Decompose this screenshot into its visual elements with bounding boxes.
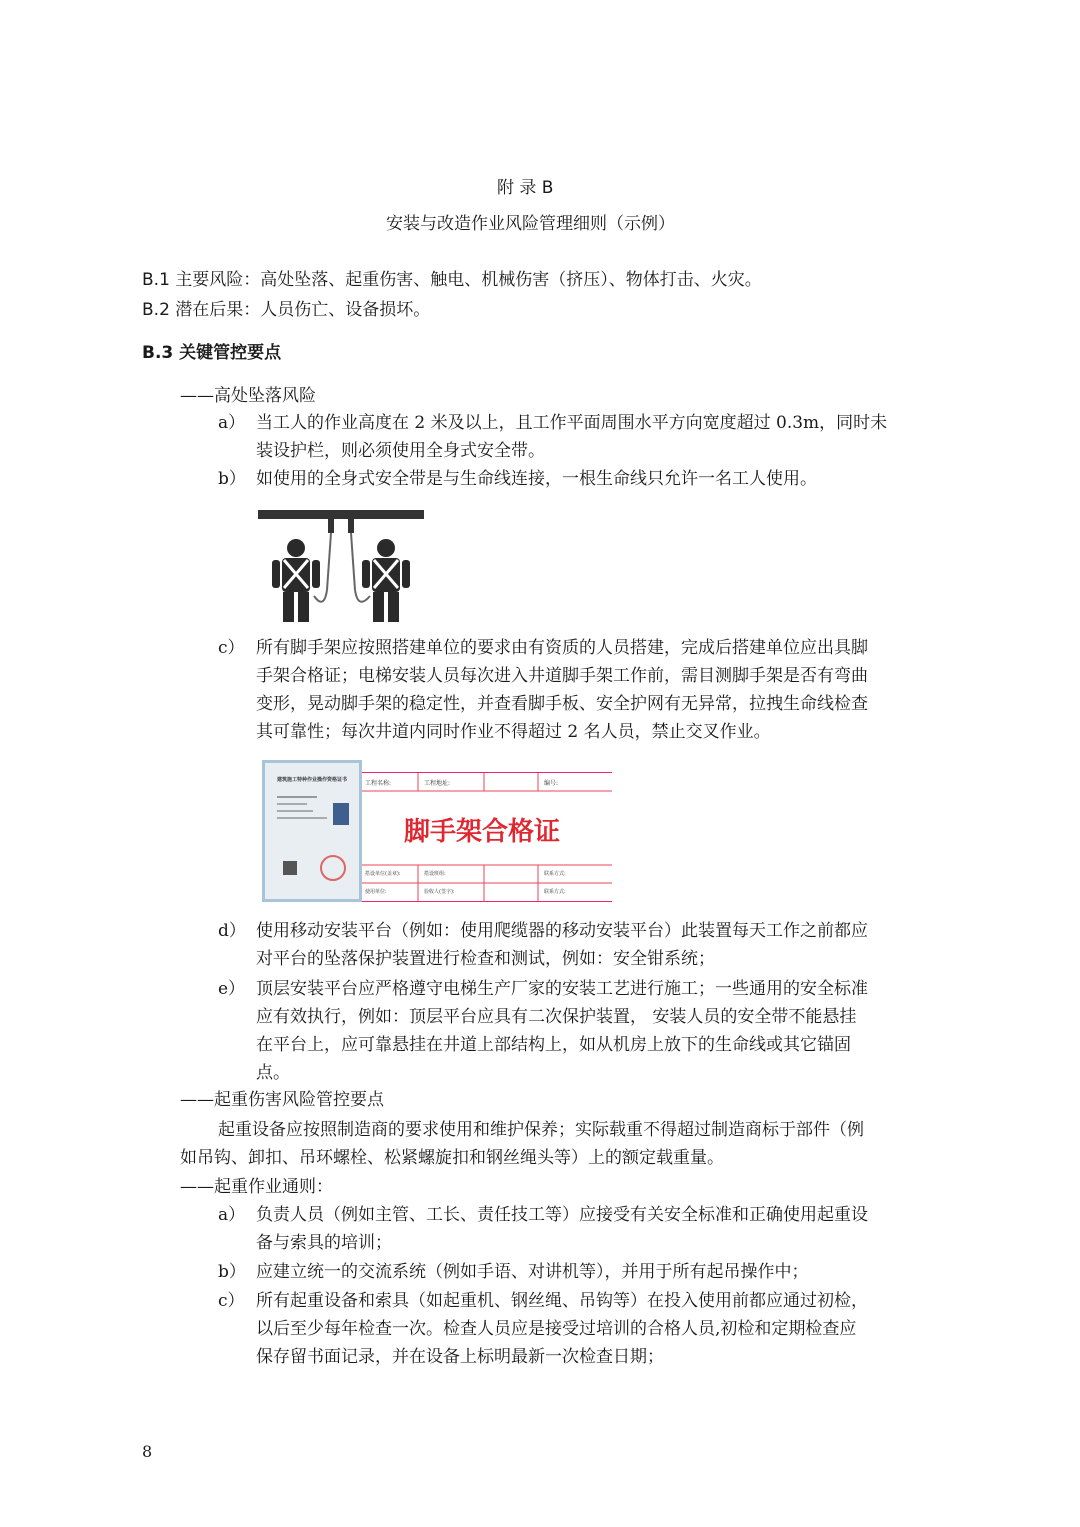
cert-field-label: 搭设单位(盖章): [365, 871, 401, 877]
list-item-fall-c [218, 634, 868, 662]
page-number: 8 [142, 1442, 153, 1461]
item-text: 如使用的全身式安全带是与生命线连接，一根生命线只允许一名工人使用。 [256, 469, 817, 489]
lifting-risk-heading: ——起重伤害风险管控要点 [180, 1090, 384, 1110]
worker-icon [362, 539, 410, 622]
list-item-fall-e [218, 975, 868, 1003]
card-title: 建筑施工特种作业操作资格证书 [276, 777, 347, 783]
section-number: B.1 [142, 270, 170, 290]
section-text: 主要风险：高处坠落、起重伤害、触电、机械伤害（挤压）、物体打击、火灾。 [175, 270, 762, 290]
safety-harness-image [258, 510, 424, 622]
item-marker: b） [218, 469, 246, 489]
list-item-fall-d [218, 917, 868, 945]
appendix-subtitle: 安装与改造作业风险管理细则（示例） [386, 214, 675, 234]
list-item-fall-a [218, 409, 887, 437]
section-number: B.3 [142, 343, 174, 363]
item-marker: a） [218, 413, 246, 433]
section-b2 [142, 296, 430, 324]
section-number: B.2 [142, 300, 170, 320]
item-text: 顶层安装平台应严格遵守电梯生产厂家的安装工艺进行施工；一些通用的安全标准 [256, 979, 868, 999]
section-b1 [142, 266, 762, 294]
list-item-fall-a-cont: 装设护栏，则必须使用全身式安全带。 [256, 441, 545, 461]
cert-field-label: 联系方式: [544, 889, 566, 895]
list-item-fall-c-cont: 手架合格证；电梯安装人员每次进入井道脚手架工作前，需目测脚手架是否有弯曲 [256, 666, 868, 686]
scaffold-certificate-image [362, 772, 612, 902]
item-text: 所有起重设备和索具（如起重机、钢丝绳、吊钩等）在投入使用前都应通过初检， [256, 1291, 868, 1311]
item-marker: c） [218, 638, 245, 658]
item-marker: d） [218, 921, 246, 941]
item-text: 当工人的作业高度在 2 米及以上，且工作平面周围水平方向宽度超过 0.3m，同时未 [256, 413, 888, 433]
lifting-general-heading: ——起重作业通则： [180, 1177, 333, 1197]
cert-field-label: 工程地址: [424, 780, 451, 787]
item-marker: c） [218, 1291, 245, 1311]
cert-field-label: 编号: [544, 780, 559, 787]
section-heading: 关键管控要点 [179, 343, 282, 363]
item-marker: a） [218, 1205, 246, 1225]
cert-field-label: 搭设班组: [424, 871, 446, 877]
lifting-paragraph: 起重设备应按照制造商的要求使用和维护保养；实际载重不得超过制造商标于部件（例 [218, 1120, 864, 1140]
list-item-general-c-cont: 保存留书面记录，并在设备上标明最新一次检查日期； [256, 1347, 664, 1367]
cert-field-label: 工程名称: [365, 780, 392, 787]
list-item-general-c [218, 1287, 868, 1315]
list-item-fall-b [218, 465, 817, 493]
fall-risk-heading: ——高处坠落风险 [180, 386, 316, 406]
lifting-paragraph-cont: 如吊钩、卸扣、吊环螺栓、松紧螺旋扣和钢丝绳头等）上的额定载重量。 [180, 1148, 724, 1168]
list-item-fall-e-cont: 应有效执行，例如：顶层平台应具有二次保护装置， 安装人员的安全带不能悬挂 [256, 1007, 857, 1027]
list-item-fall-e-cont: 点。 [256, 1063, 290, 1083]
list-item-general-c-cont: 以后至少每年检查一次。检查人员应是接受过培训的合格人员,初检和定期检查应 [256, 1319, 857, 1339]
list-item-general-a [218, 1201, 868, 1229]
list-item-fall-c-cont: 其可靠性；每次井道内同时作业不得超过 2 名人员，禁止交叉作业。 [256, 722, 771, 742]
cert-field-label: 使用单位: [365, 889, 387, 895]
item-text: 应建立统一的交流系统（例如手语、对讲机等），并用于所有起吊操作中； [256, 1262, 809, 1282]
scaffold-certificate-title: 脚手架合格证 [404, 817, 561, 847]
item-text: 负责人员（例如主管、工长、责任技工等）应接受有关安全标准和正确使用起重设 [256, 1205, 868, 1225]
certificate-card-image [262, 760, 362, 902]
list-item-fall-e-cont: 在平台上，应可靠悬挂在井道上部结构上，如从机房上放下的生命线或其它锚固 [256, 1035, 851, 1055]
item-text: 使用移动安装平台（例如：使用爬缆器的移动安装平台）此装置每天工作之前都应 [256, 921, 868, 941]
cert-field-label: 验收人(签字): [424, 889, 455, 895]
list-item-general-a-cont: 备与索具的培训； [256, 1233, 392, 1253]
cert-field-label: 联系方式: [544, 871, 566, 877]
appendix-title: 附 录 B [497, 178, 554, 198]
item-text: 所有脚手架应按照搭建单位的要求由有资质的人员搭建，完成后搭建单位应出具脚 [256, 638, 868, 658]
section-text: 潜在后果：人员伤亡、设备损坏。 [175, 300, 431, 320]
list-item-fall-d-cont: 对平台的坠落保护装置进行检查和测试，例如：安全钳系统； [256, 949, 715, 969]
worker-icon [272, 539, 320, 622]
item-marker: b） [218, 1262, 246, 1282]
item-marker: e） [218, 979, 246, 999]
section-b3 [142, 339, 281, 367]
list-item-general-b [218, 1258, 809, 1286]
list-item-fall-c-cont: 变形，晃动脚手架的稳定性，并查看脚手板、安全护网有无异常，拉拽生命线检查 [256, 694, 868, 714]
